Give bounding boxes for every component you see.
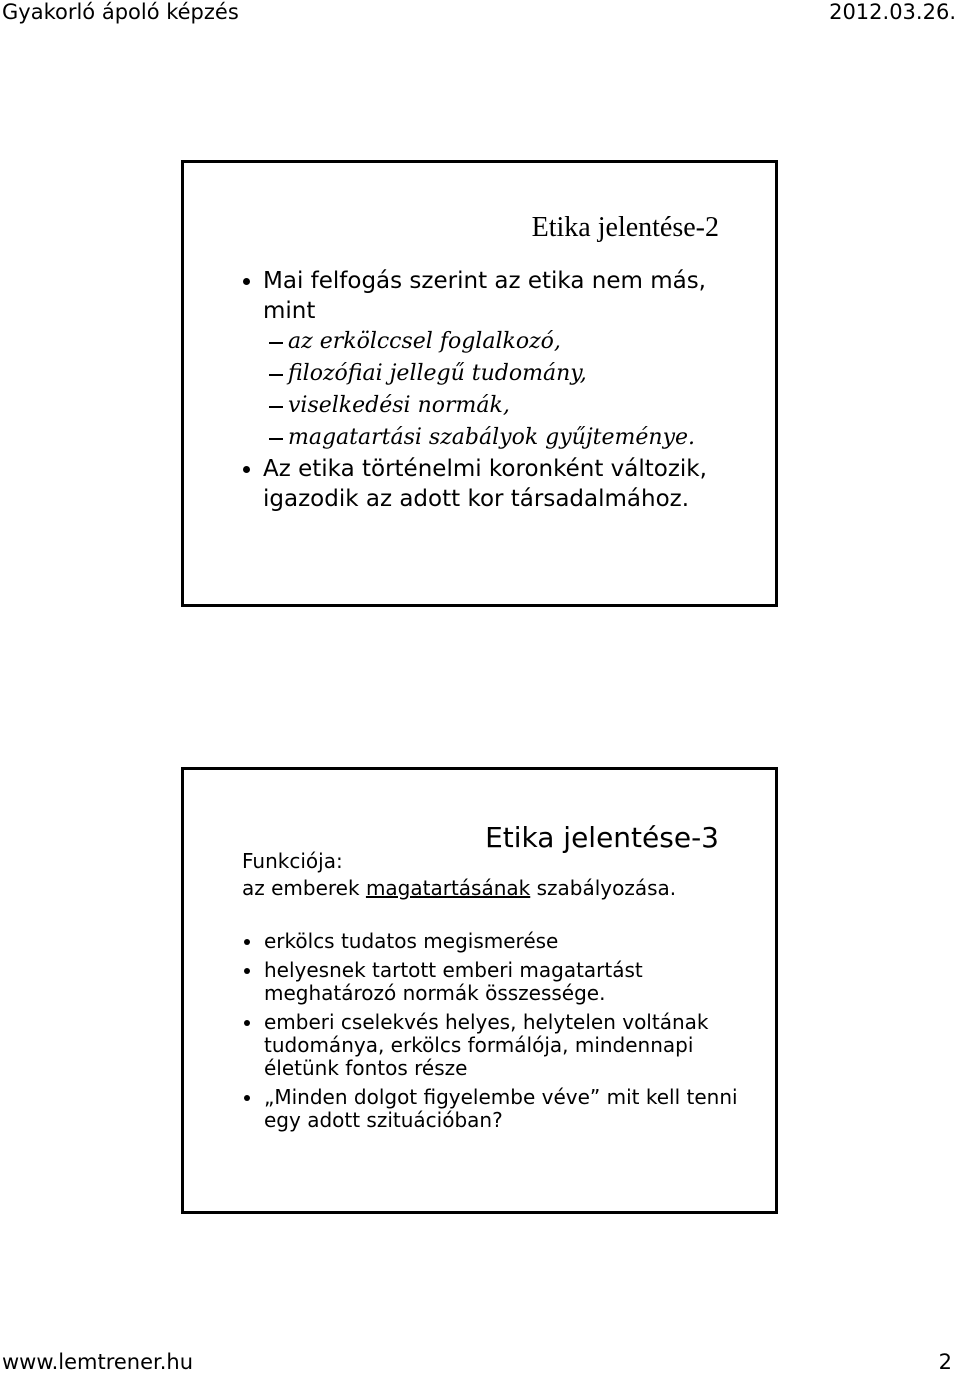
bullet-icon (244, 939, 250, 945)
dash-icon (269, 438, 283, 440)
function-label: Funkciója: (242, 849, 343, 873)
sub-list-item (241, 390, 741, 422)
sub-list-item (241, 358, 741, 390)
bullet-icon (244, 1020, 250, 1026)
list-item (242, 1086, 742, 1132)
slide-title: Etika jelentése-2 (531, 212, 719, 243)
function-suffix: szabályozása. (530, 876, 677, 900)
bullet-text: Mai felfogás szerint az etika nem más, mint (263, 268, 706, 324)
function-text (242, 876, 676, 900)
sub-item-text: viselkedési normák, (288, 393, 510, 418)
slide-etika-2 (181, 160, 778, 607)
list-item (241, 266, 741, 326)
bullet-text: emberi cselekvés helyes, helytelen voltának tudománya, erkölcs formálója, mindennapi életünk fontos része (264, 1010, 709, 1080)
bullet-text: „Minden dolgot figyelembe véve” mit kell tenni egy adott szituációban? (264, 1085, 738, 1132)
header-date: 2012.03.26. (829, 0, 956, 24)
list-item (242, 959, 742, 1005)
bullet-text: Az etika történelmi koronként változik, igazodik az adott kor társadalmához. (263, 456, 707, 512)
list-item (241, 454, 741, 514)
sub-list-item (241, 326, 741, 358)
footer-url: www.lemtrener.hu (2, 1350, 194, 1374)
bullet-icon (243, 466, 250, 473)
sub-item-text: az erkölccsel foglalkozó, (288, 329, 561, 354)
bullet-text: erkölcs tudatos megismerése (264, 929, 559, 953)
dash-icon (269, 342, 283, 344)
sub-list-item (241, 422, 741, 454)
slide-content (242, 930, 742, 1138)
sub-item-text: magatartási szabályok gyűjteménye. (288, 425, 696, 450)
page-number: 2 (938, 1350, 952, 1374)
slide-etika-3 (181, 767, 778, 1214)
header-title: Gyakorló ápoló képzés (2, 0, 239, 24)
bullet-text: helyesnek tartott emberi magatartást meghatározó normák összessége. (264, 958, 643, 1005)
slide-title: Etika jelentése-3 (485, 821, 719, 854)
bullet-icon (244, 1095, 250, 1101)
function-prefix: az emberek (242, 876, 366, 900)
sub-item-text: filozófiai jellegű tudomány, (288, 361, 587, 386)
bullet-icon (244, 968, 250, 974)
dash-icon (269, 374, 283, 376)
function-underlined: magatartásának (365, 876, 531, 900)
dash-icon (269, 406, 283, 408)
list-item (242, 1011, 742, 1080)
list-item (242, 930, 742, 953)
bullet-icon (243, 278, 250, 285)
slide-content (241, 266, 741, 514)
